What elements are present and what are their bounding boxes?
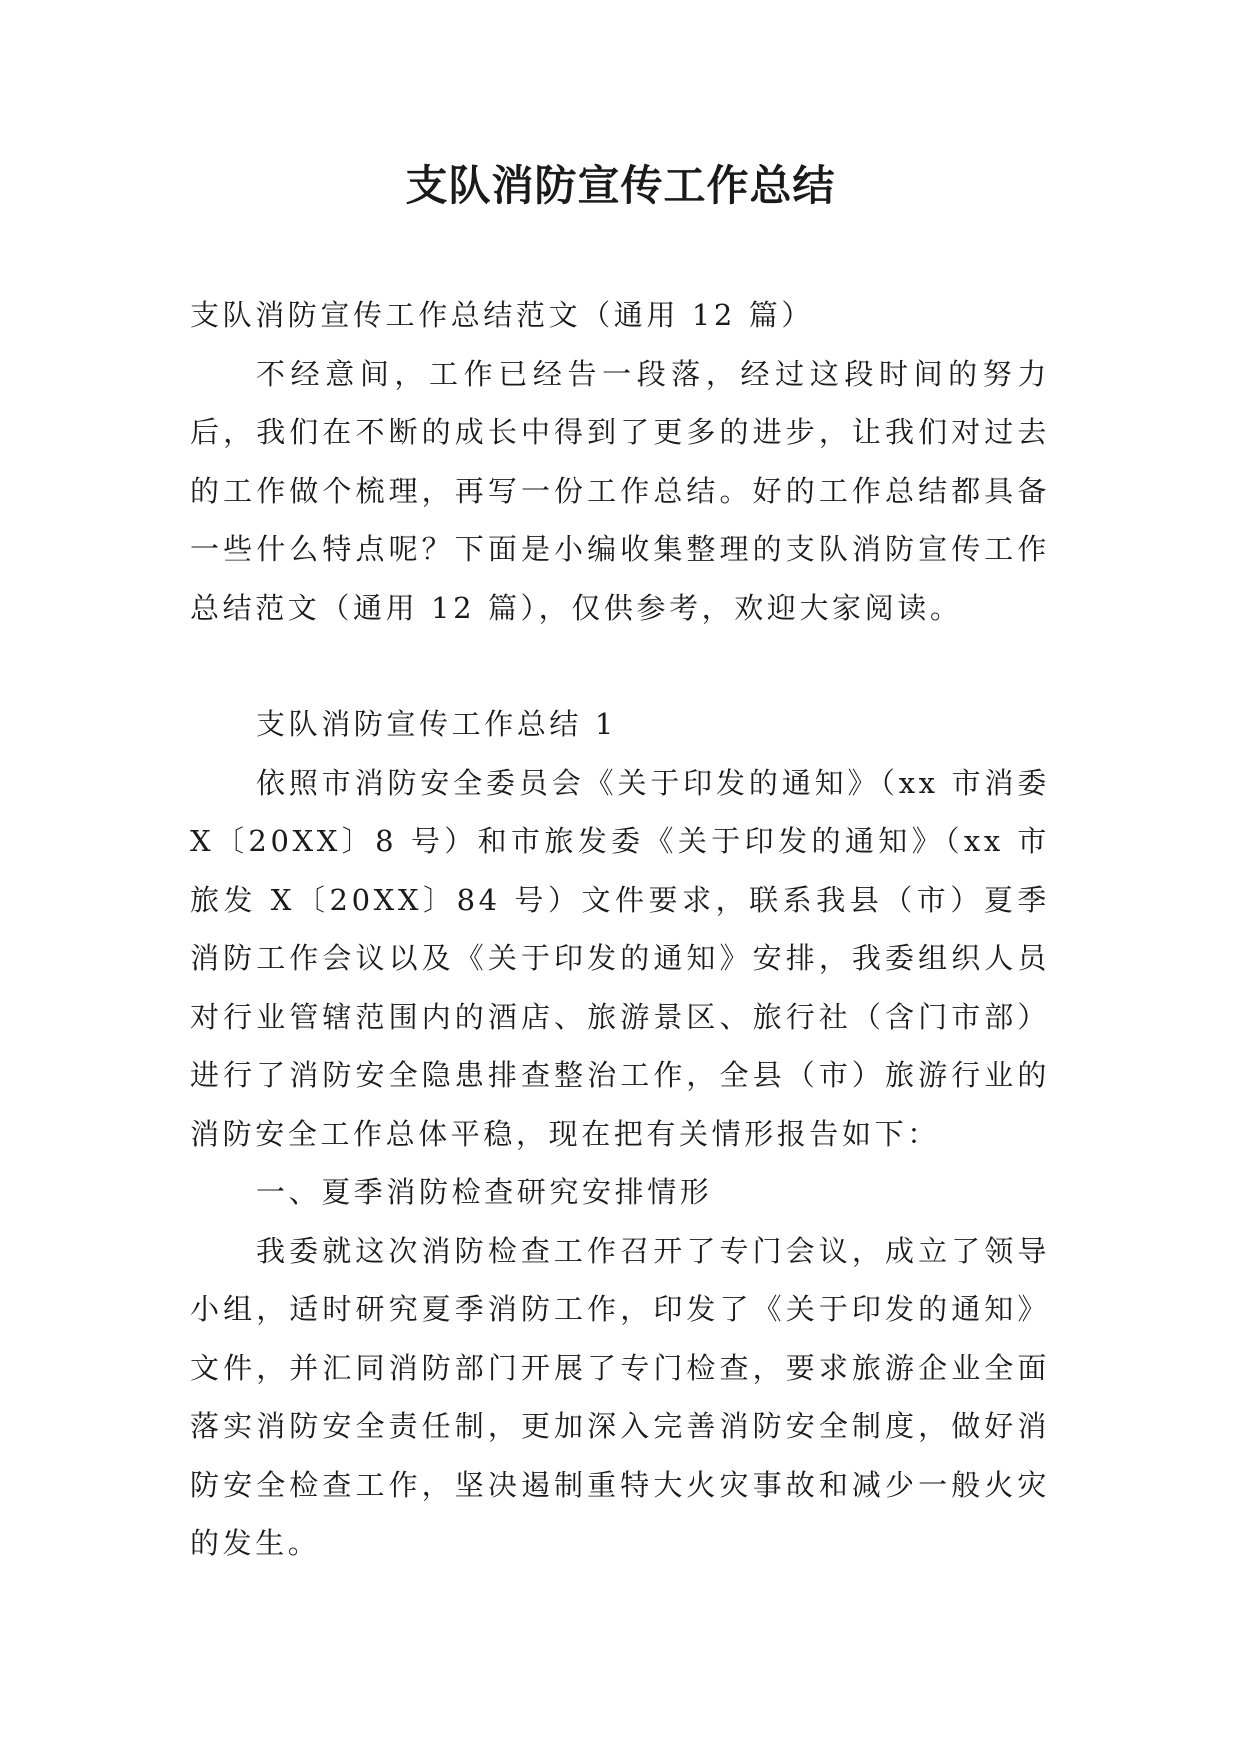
body-paragraph: 我委就这次消防检查工作召开了专门会议，成立了领导小组，适时研究夏季消防工作，印发了《关于印发的通知》文件，并汇同消防部门开展了专门检查，要求旅游企业全面落实消防安全责任制，更加深入完善消防安全制度，做好消防安全检查工作，坚决遏制重特大火灾事故和减少一般火灾的发生。 bbox=[190, 1233, 1050, 1560]
document-body bbox=[190, 286, 1050, 1573]
section-heading: 一、夏季消防检查研究安排情形 bbox=[256, 1175, 713, 1209]
paragraph-gap bbox=[190, 637, 1050, 695]
document-title: 支队消防宣传工作总结 bbox=[405, 161, 836, 210]
intro-paragraph: 不经意间，工作已经告一段落，经过这段时间的努力后，我们在不断的成长中得到了更多的进步，让我们对过去的工作做个梳理，再写一份工作总结。好的工作总结都具备一些什么特点呢？下面是小编收集整理的支队消防宣传工作总结范文（通用 12 篇），仅供参考，欢迎大家阅读。 bbox=[190, 356, 1050, 625]
section-body-paragraph: 依照市消防安全委员会《关于印发的通知》（xx 市消委 X〔20XX〕8 号）和市旅发委《关于印发的通知》（xx 市旅发 X〔20XX〕84 号）文件要求，联系我县（市）夏季消防工作会议以及《关于印发的通知》安排，我委组织人员对行业管辖范围内的酒店、旅游景区、旅行社（含门市部）进行了消防安全隐患排查整治工作，全县（市）旅游行业的消防安全工作总体平稳，现在把有关情形报告如下： bbox=[190, 765, 1050, 1151]
document-subtitle: 支队消防宣传工作总结范文（通用 12 篇） bbox=[190, 298, 814, 332]
section-title: 支队消防宣传工作总结 1 bbox=[256, 707, 617, 741]
